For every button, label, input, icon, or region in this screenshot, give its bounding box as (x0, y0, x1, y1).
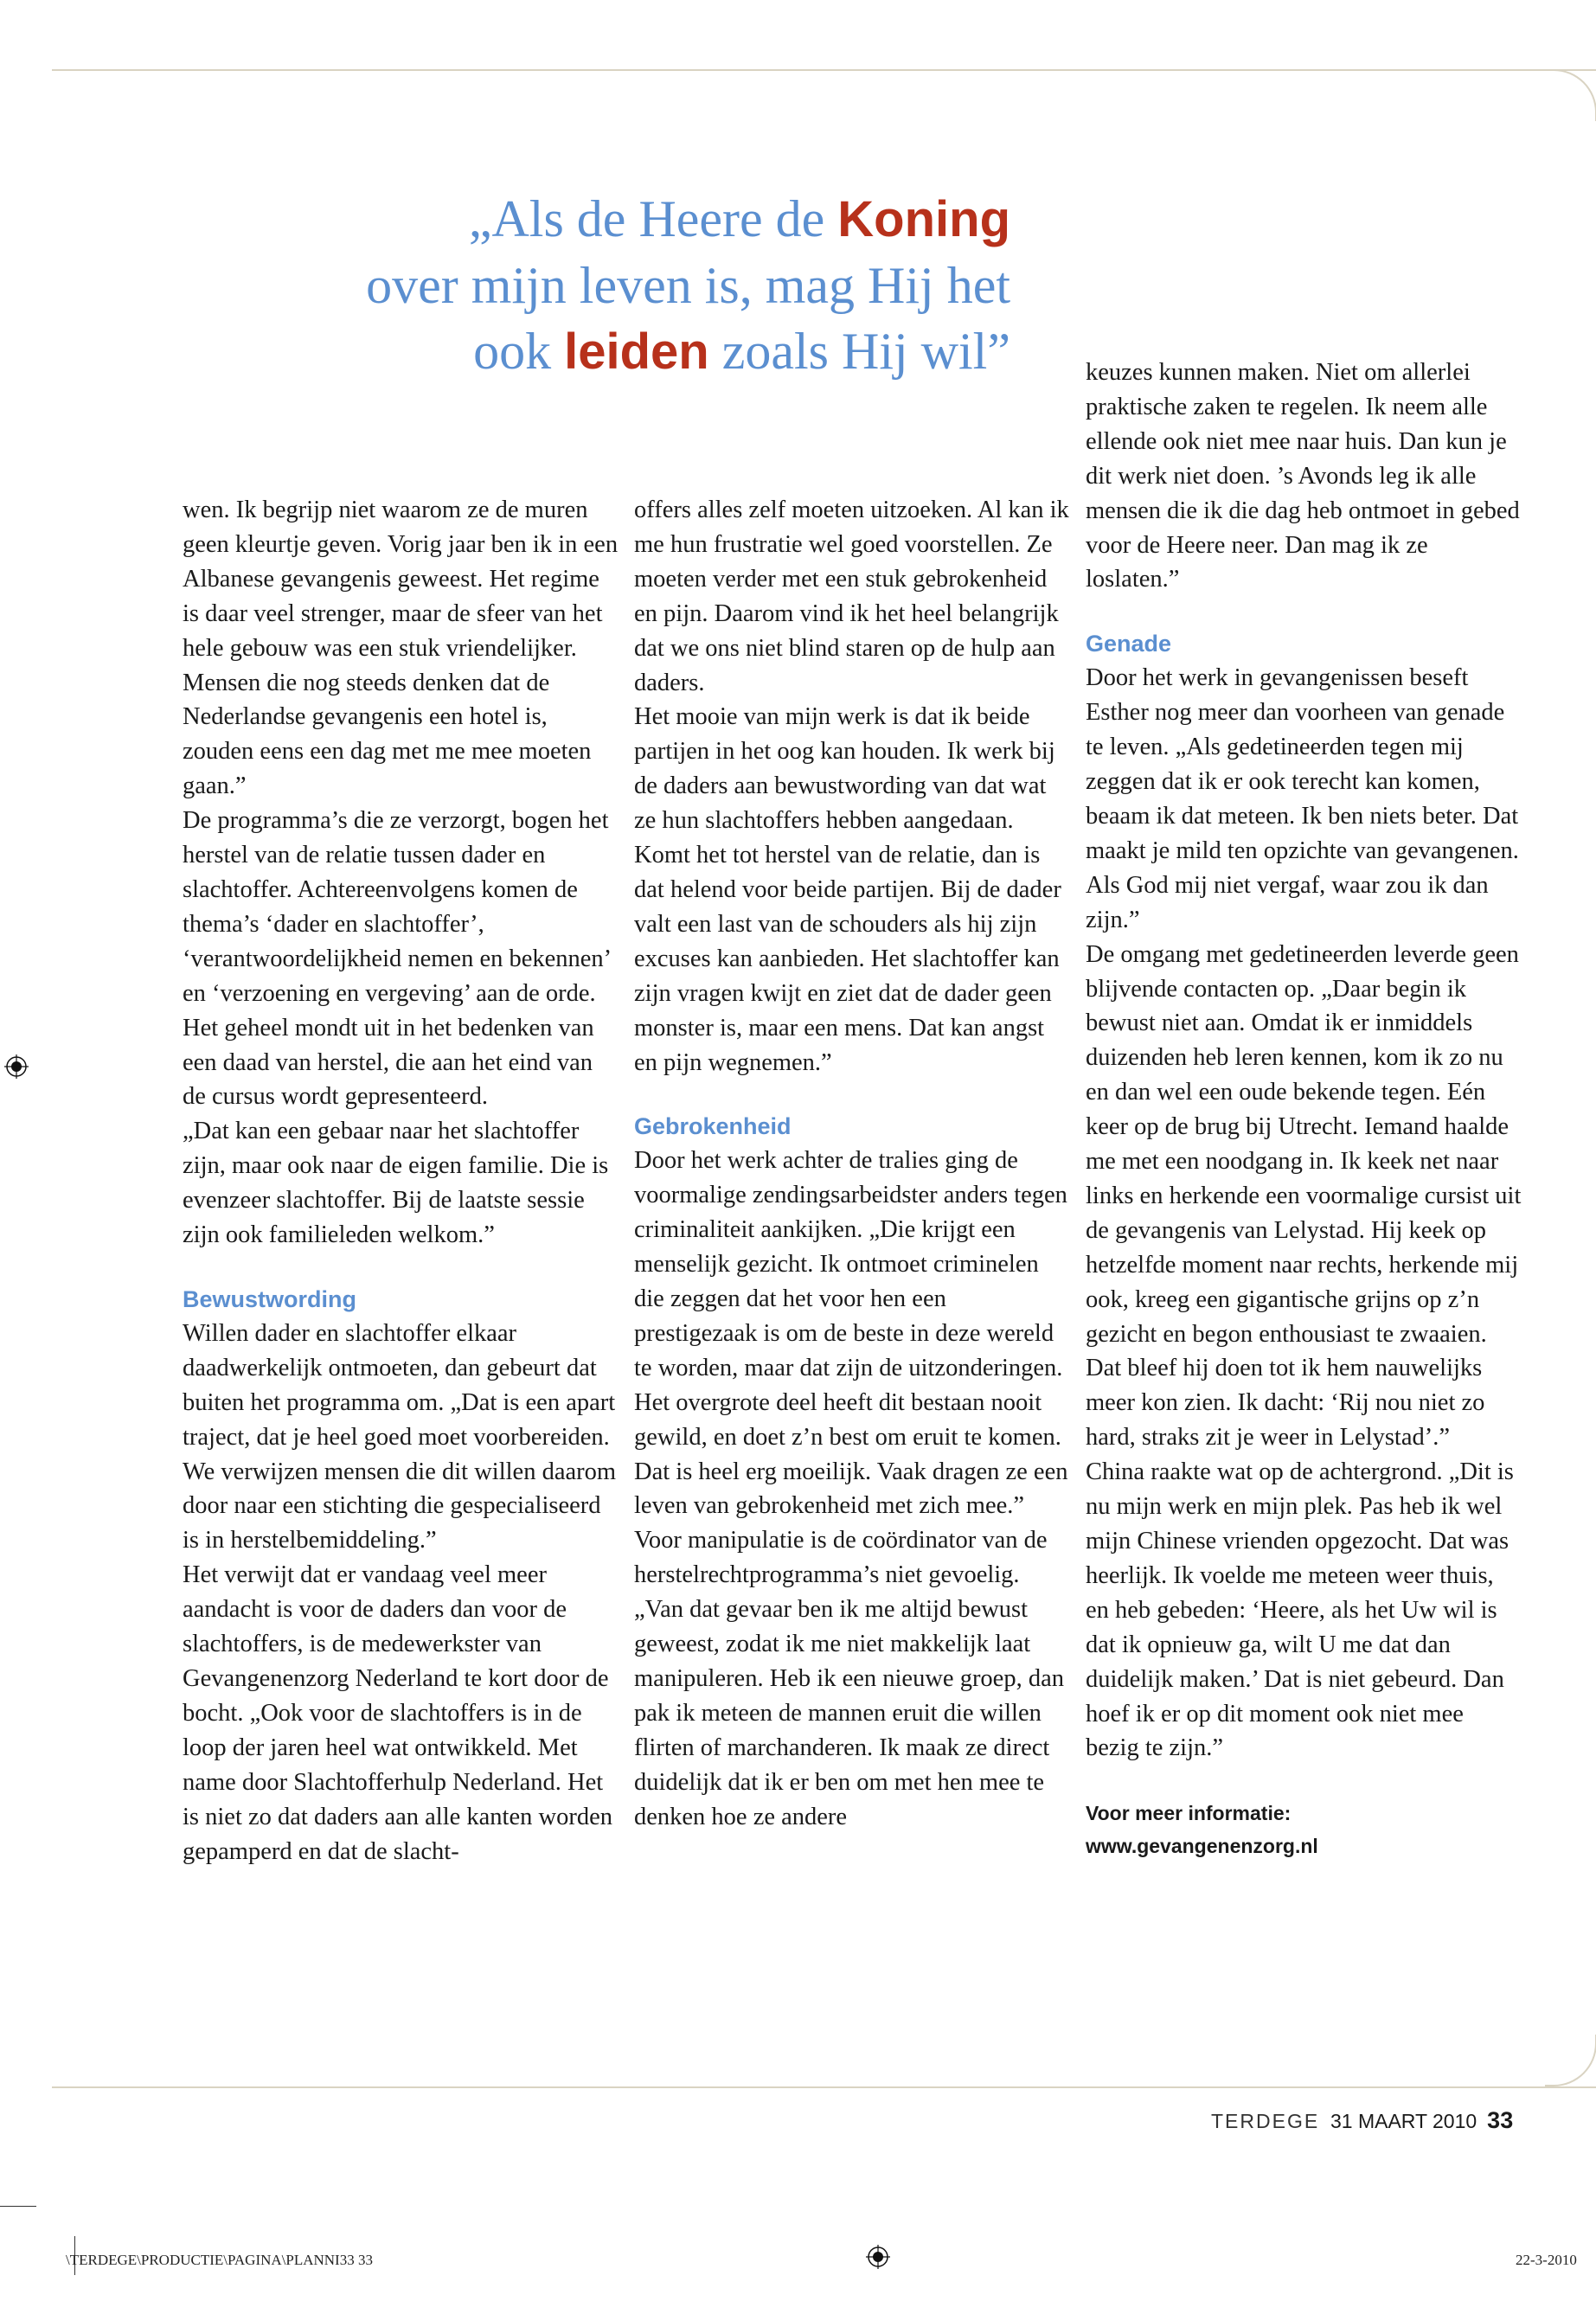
magazine-name: TERDEGE (1211, 2110, 1320, 2132)
article-column-3 (1086, 356, 1522, 1862)
paragraph: Het mooie van mijn werk is dat ik beide partijen in het oog kan houden. Ik werk bij de daders aan bewustwording van dat wat ze hun slachtoffers hebben aangedaan. Komt het tot herstel van de relatie, dan is dat helend voor beide partijen. Bij de dader valt een last van de schouders als hij zijn excuses kan aanbieden. Het slachtoffer kan zijn vragen kwijt en ziet dat de dader geen monster is, maar een mens. Dat kan angst en pijn wegnemen.” (634, 703, 1061, 1076)
pull-quote-line-3 (260, 318, 1010, 385)
paragraph: Willen dader en slachtoffer elkaar daadwerkelijk ontmoeten, dan gebeurt dat buiten het programma om. „Dat is een apart traject, dat je heel goed moet voorbereiden. We verwijzen mensen die dit willen daarom door naar een stichting die gespecialiseerd is in herstelbemiddeling.” (183, 1319, 617, 1554)
paragraph: Het verwijt dat er vandaag veel meer aandacht is voor de daders dan voor de slachtoffers, is de medewerkster van Gevangenenzorg Nederland te kort door de bocht. „Ook voor de slachtoffers is in de loop der jaren heel wat ontwikkeld. Met name door Slachtofferhulp Nederland. Het is niet zo dat daders aan alle kanten worden gepamperd en dat de slacht- (183, 1561, 612, 1865)
page-number: 33 (1487, 2107, 1514, 2133)
pull-quote-text: „Als de Heere de (468, 190, 838, 247)
paragraph: Voor manipulatie is de coördinator van de herstelrechtprogramma’s niet gevoelig. „Van dat gevaar ben ik me altijd bewust geweest, zodat ik me niet makkelijk laat manipuleren. Heb ik een nieuwe groep, dan pak ik meteen de mannen eruit die willen flirten of marchanderen. Ik maak ze direct duidelijk dat ik er ben om met hen mee te denken hoe ze andere (634, 1527, 1064, 1830)
subheading-gebrokenheid: Gebrokenheid (634, 1113, 792, 1140)
article-column-1 (183, 493, 619, 1868)
pull-quote-text: ook (473, 323, 565, 380)
paragraph: China raakte wat op de achtergrond. „Dit is nu mijn werk en mijn plek. Pas heb ik wel mijn Chinese vrienden opgezocht. Dat was heerlijk. Ik voelde me meteen weer thuis, en heb gebeden: ‘Heere, als het Uw wil is dat ik opnieuw ga, wilt U me dat dan duidelijk maken.’ Dat is niet gebeurd. Dan hoef ik er op dit moment ook niet mee bezig te zijn.” (1086, 1458, 1514, 1762)
paragraph: „Dat kan een gebaar naar het slachtoffer zijn, maar ook naar de eigen familie. Die is evenzeer slachtoffer. Bij de laatste sessie zijn ook familieleden welkom.” (183, 1118, 609, 1249)
frame-bottom-corner (1545, 2035, 1596, 2086)
print-slug-date: 22-3-2010 (1516, 2252, 1577, 2268)
pull-quote-text: zoals Hij wil” (708, 323, 1010, 380)
crop-mark (0, 2206, 36, 2207)
pull-quote-line-2: over mijn leven is, mag Hij het (366, 257, 1010, 314)
more-info-url[interactable]: www.gevangenenzorg.nl (1086, 1835, 1318, 1858)
more-info-box (1086, 1797, 1522, 1862)
pull-quote (260, 186, 1010, 385)
paragraph: offers alles zelf moeten uitzoeken. Al kan ik me hun frustratie wel goed voorstellen. Ze moeten verder met een stuk gebrokenheid en pijn. Daarom vind ik het heel belangrijk dat we ons niet blind staren op de hulp aan daders. (634, 497, 1069, 696)
article-column-2 (634, 493, 1071, 1835)
frame-top-rule (52, 69, 1596, 71)
subheading-genade: Genade (1086, 631, 1172, 657)
page-footer (1211, 2107, 1596, 2134)
paragraph: keuzes kunnen maken. Niet om allerlei praktische zaken te regelen. Ik neem alle ellende ook niet mee naar huis. Dan kun je dit werk niet doen. ’s Avonds leg ik alle mensen die ik die dag heb ontmoet in gebed voor de Heere neer. Dan mag ik ze loslaten.” (1086, 359, 1520, 593)
paragraph: De programma’s die ze verzorgt, bogen het herstel van de relatie tussen dader en slachtoffer. Achtereenvolgens komen de thema’s ‘dader en slachtoffer’, ‘verantwoordelijkheid nemen en bekennen’ en ‘verzoening en vergeving’ aan de orde. Het geheel mondt uit in het bedenken van een daad van herstel, die aan het eind van de cursus wordt gepresenteerd. (183, 807, 611, 1111)
more-info-label: Voor meer informatie: (1086, 1802, 1292, 1825)
registration-mark-icon (866, 2245, 890, 2269)
frame-top-corner (1545, 69, 1596, 121)
print-slug-path: \TERDEGE\PRODUCTIE\PAGINA\PLANNI33 33 (66, 2252, 373, 2268)
paragraph: Door het werk achter de tralies ging de voormalige zendingsarbeidster anders tegen criminaliteit aankijken. „Die krijgt een menselijk gezicht. Ik ontmoet criminelen die zeggen dat het voor hen een prestigezaak is om de beste in deze wereld te worden, maar dat zijn de uitzonderingen. Het overgrote deel heeft dit bestaan nooit gewild, en doet z’n best om eruit te komen. Dat is heel erg moeilijk. Vaak dragen ze een leven van gebrokenheid met zich mee.” (634, 1147, 1068, 1520)
registration-mark-icon (4, 1054, 29, 1079)
paragraph: De omgang met gedetineerden leverde geen blijvende contacten op. „Daar begin ik bewust niet aan. Omdat ik er inmiddels duizenden heb leren kennen, kom ik zo nu en dan wel een oude bekende tegen. Eén keer op de brug bij Utrecht. Iemand haalde me met een noodgang in. Ik keek net naar links en herkende een voormalige cursist uit de gevangenis van Lelystad. Hij keek op hetzelfde moment naar rechts, herkende mij ook, kreeg een gigantische grijns op z’n gezicht en begon enthousiast te zwaaien. Dat bleef hij doen tot ik hem nauwelijks meer kon zien. Ik dacht: ‘Rij nou niet zo hard, straks zit je weer in Lelystad’.” (1086, 940, 1522, 1452)
issue-date: 31 MAART 2010 (1330, 2110, 1477, 2132)
pull-quote-highlight-koning: Koning (837, 191, 1010, 247)
pull-quote-line-1 (260, 186, 1010, 253)
paragraph: wen. Ik begrijp niet waarom ze de muren geen kleurtje geven. Vorig jaar ben ik in een Albanese gevangenis geweest. Het regime is daar veel strenger, maar de sfeer van het hele gebouw was een stuk vriendelijker. Mensen die nog steeds denken dat de Nederlandse gevangenis een hotel is, zouden eens een dag met me mee moeten gaan.” (183, 497, 619, 800)
frame-bottom-rule (52, 2086, 1596, 2088)
subheading-bewustwording: Bewustwording (183, 1285, 356, 1312)
pull-quote-highlight-leiden: leiden (564, 324, 709, 380)
paragraph: Door het werk in gevangenissen beseft Esther nog meer dan voorheen van genade te leven. „Als gedetineerden tegen mij zeggen dat ik er ook terecht kan komen, beaam ik dat meteen. Ik ben niets beter. Dat maakt je mild ten opzichte van gevangenen. Als God mij niet vergaf, waar zou ik dan zijn.” (1086, 664, 1519, 933)
